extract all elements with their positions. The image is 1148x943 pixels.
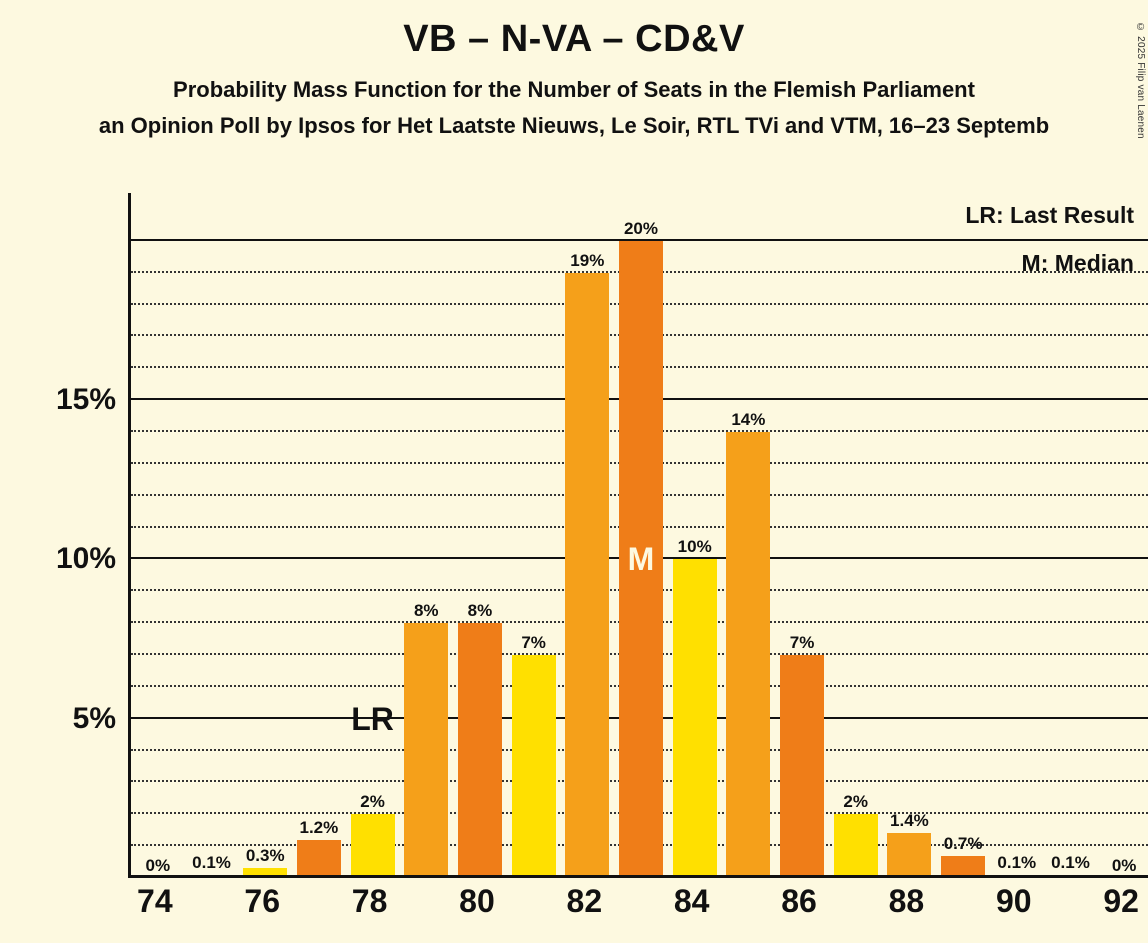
bar-value-label: 14% [731, 409, 766, 429]
y-axis-tick-label: 15% [55, 383, 116, 417]
bar-value-label: 10% [677, 537, 712, 557]
bar-value-label: 0.3% [245, 846, 285, 866]
bar [297, 817, 341, 878]
bar [887, 811, 931, 878]
legend-last-result: LR: Last Result [965, 202, 1134, 228]
chart-subtitle-secondary: an Opinion Poll by Ipsos for Het Laatste Nieuws, Le Soir, RTL TVi and VTM, 16–23 Septemb [98, 113, 1050, 138]
x-axis-tick-label: 78 [351, 883, 388, 919]
bar [404, 601, 448, 878]
x-axis-labels [128, 883, 1148, 943]
x-axis-tick-label: 86 [781, 883, 817, 919]
bar-value-label: 0.7% [943, 833, 983, 853]
x-axis-tick-label: 82 [566, 883, 603, 919]
plot-canvas [128, 193, 1148, 878]
x-axis-tick-label: 84 [673, 883, 710, 919]
bar-value-label: 7% [789, 632, 815, 652]
bar [565, 250, 609, 878]
bar-value-label: 19% [570, 250, 605, 270]
bar [673, 537, 717, 878]
bar-value-label: 8% [413, 601, 439, 621]
bar [726, 409, 770, 878]
bar-series [131, 193, 1148, 878]
bar [834, 792, 878, 878]
bar-value-label: 0% [145, 856, 171, 875]
median-marker: M [627, 541, 655, 578]
x-axis-tick-label: 88 [888, 883, 925, 919]
bar [780, 632, 824, 878]
bar-value-label: 2% [843, 792, 869, 812]
bar-value-label: 20% [623, 218, 658, 238]
y-axis-tick-label: 10% [55, 542, 116, 576]
x-axis-line [128, 875, 1148, 878]
bar-value-label: 2% [360, 792, 385, 812]
bar-value-label: 8% [467, 601, 493, 621]
x-axis-tick-label: 80 [459, 883, 495, 919]
last-result-marker: LR [351, 700, 394, 737]
bar-value-label: 7% [521, 632, 546, 652]
chart-subtitle: Probability Mass Function for the Number of Seats in the Flemish Parliament [173, 77, 975, 102]
bar-value-label: 0.1% [192, 852, 231, 872]
bar [351, 792, 395, 878]
y-axis-tick-label: 5% [72, 701, 116, 735]
plot-area [0, 188, 1148, 942]
x-axis-tick-label: 92 [1103, 883, 1139, 919]
bar-value-label: 0% [1111, 856, 1137, 875]
x-axis-tick-label: 90 [995, 883, 1032, 919]
x-axis-tick-label: 74 [137, 883, 173, 919]
bar-value-label: 0.1% [1051, 852, 1090, 872]
bar [512, 632, 556, 878]
copyright-notice: © 2025 Filip van Laenen [1135, 22, 1146, 139]
bar-value-label: 1.2% [299, 817, 339, 837]
bar-value-label: 1.4% [890, 811, 929, 831]
x-axis-tick-label: 76 [244, 883, 280, 919]
chart-title: VB – N-VA – CD&V [403, 18, 745, 60]
bar [458, 601, 502, 878]
bar-value-label: 0.1% [997, 852, 1037, 872]
legend-median: M: Median [1021, 250, 1134, 276]
